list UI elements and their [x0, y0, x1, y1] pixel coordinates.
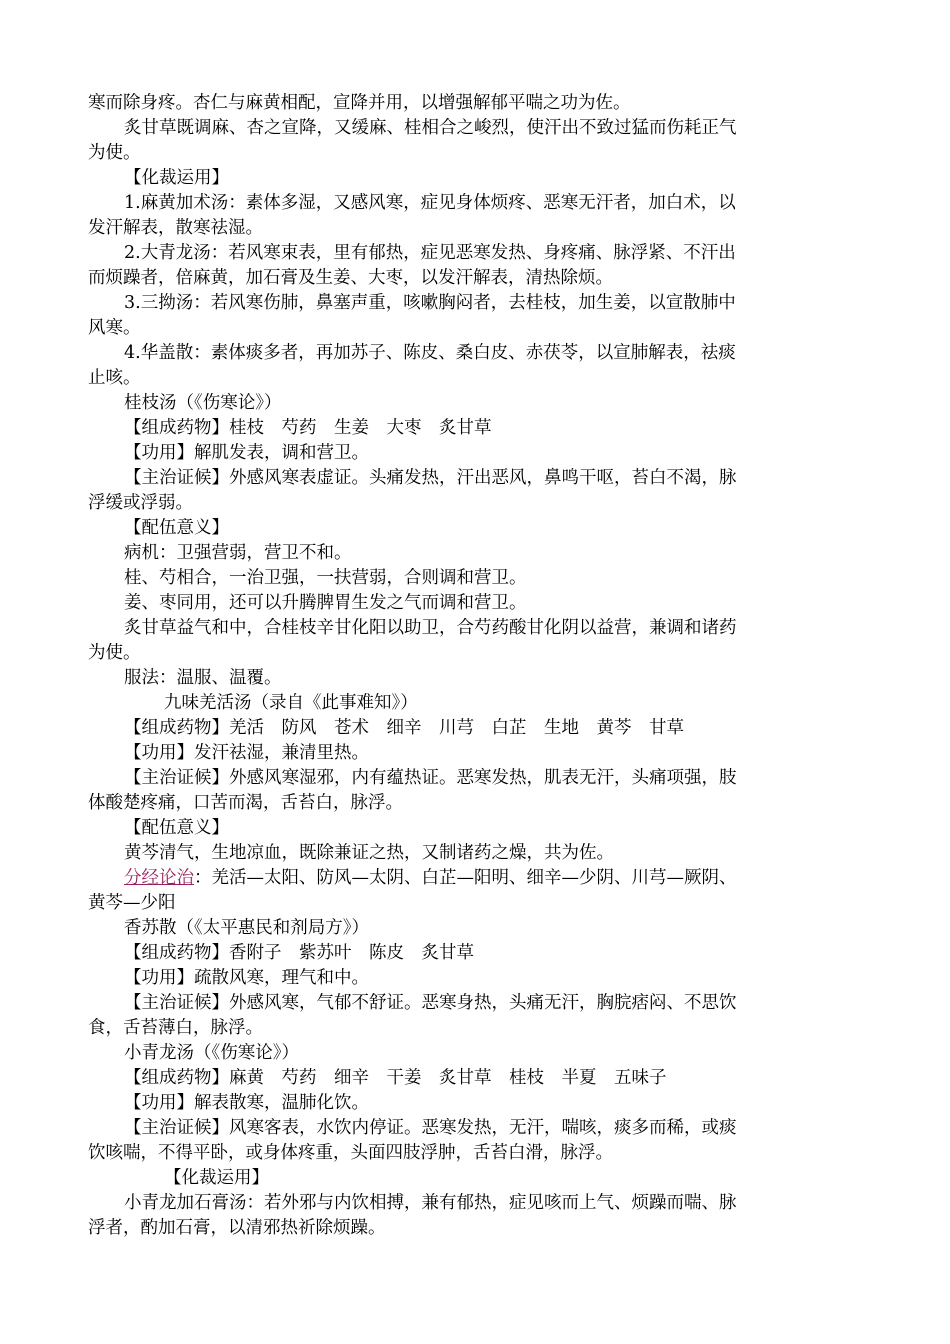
paragraph-line: 【主治证候】外感风寒，气郁不舒证。恶寒身热，头痛无汗，胸脘痞闷、不思饮 [124, 993, 737, 1013]
paragraph-line: 小青龙加石膏汤：若外邪与内饮相搏，兼有郁热，症见咳而上气、烦躁而喘、脉 [124, 1193, 737, 1213]
paragraph-line: 饮咳喘，不得平卧，或身体疼重，头面四肢浮肿，舌苔白滑，脉浮。 [88, 1143, 613, 1163]
paragraph-line: 浮者，酌加石膏，以清邪热祈除烦躁。 [88, 1218, 386, 1238]
paragraph-line: 炙甘草益气和中，合桂枝辛甘化阳以助卫，合芍药酸甘化阴以益营，兼调和诸药 [124, 618, 737, 638]
paragraph-line: 【功用】发汗祛湿，兼清里热。 [124, 743, 369, 763]
paragraph-line: 【组成药物】羌活 防风 苍术 细辛 川芎 白芷 生地 黄芩 甘草 [124, 718, 684, 738]
paragraph-line: 3.三拗汤：若风寒伤肺，鼻塞声重，咳嗽胸闷者，去桂枝，加生姜，以宣散肺中 [124, 293, 736, 313]
paragraph-line: 【主治证候】外感风寒表虚证。头痛发热，汗出恶风，鼻鸣干呕，苔白不渴，脉 [124, 468, 737, 488]
formula-title: 小青龙汤（《伤寒论》） [124, 1043, 299, 1063]
paragraph-line: 体酸楚疼痛，口苦而渴，舌苔白，脉浮。 [88, 793, 403, 813]
paragraph-line: 病机：卫强营弱，营卫不和。 [124, 543, 352, 563]
paragraph-line: 为使。 [88, 143, 141, 163]
meridian-text: ：羌活—太阳、防风—太阴、白芷—阳明、细辛—少阴、川芎—厥阴、 [194, 868, 737, 888]
paragraph-line: 【主治证候】外感风寒湿邪，内有蕴热证。恶寒发热，肌表无汗，头痛项强，肢 [124, 768, 737, 788]
paragraph-line [88, 866, 849, 891]
paragraph-line: 止咳。 [88, 368, 141, 388]
paragraph-line: 【组成药物】桂枝 芍药 生姜 大枣 炙甘草 [124, 418, 492, 438]
paragraph-line: 食，舌苔薄白，脉浮。 [88, 1018, 263, 1038]
paragraph-line: 发汗解表，散寒祛湿。 [88, 218, 263, 238]
section-heading: 【配伍意义】 [124, 818, 229, 838]
paragraph-line: 风寒。 [88, 318, 141, 338]
formula-title: 九味羌活汤（录自《此事难知》） [164, 693, 418, 713]
paragraph-line: 【组成药物】香附子 紫苏叶 陈皮 炙甘草 [124, 943, 474, 963]
paragraph-line: 服法：温服、温覆。 [124, 668, 282, 688]
meridian-link[interactable]: 分经论治 [124, 868, 194, 888]
paragraph-line: 黄芩清气，生地凉血，既除兼证之热，又制诸药之燥，共为佐。 [124, 843, 614, 863]
paragraph-line: 【功用】疏散风寒，理气和中。 [124, 968, 369, 988]
paragraph-line: 2.大青龙汤：若风寒束表，里有郁热，症见恶寒发热、身疼痛、脉浮紧、不汗出 [124, 243, 736, 263]
paragraph-line: 炙甘草既调麻、杏之宣降，又缓麻、桂相合之峻烈，使汗出不致过猛而伤耗正气 [124, 118, 737, 138]
paragraph-line: 1.麻黄加术汤：素体多湿，又感风寒，症见身体烦疼、恶寒无汗者，加白术，以 [124, 193, 736, 213]
paragraph-line: 【主治证候】风寒客表，水饮内停证。恶寒发热，无汗，喘咳，痰多而稀，或痰 [124, 1118, 737, 1138]
paragraph-line: 姜、枣同用，还可以升腾脾胃生发之气而调和营卫。 [124, 593, 527, 613]
section-heading: 【化裁运用】 [164, 1168, 269, 1188]
section-heading: 【化裁运用】 [124, 168, 229, 188]
paragraph-line: 桂、芍相合，一治卫强，一扶营弱，合则调和营卫。 [124, 568, 527, 588]
paragraph-line: 黄芩—少阳 [88, 893, 176, 913]
paragraph-line: 【功用】解肌发表，调和营卫。 [124, 443, 369, 463]
section-heading: 【配伍意义】 [124, 518, 229, 538]
formula-title: 香苏散（《太平惠民和剂局方》） [124, 918, 369, 938]
paragraph-line: 4.华盖散：素体痰多者，再加苏子、陈皮、桑白皮、赤茯苓，以宣肺解表，祛痰 [124, 343, 736, 363]
paragraph-line: 为使。 [88, 643, 141, 663]
paragraph-line: 【组成药物】麻黄 芍药 细辛 干姜 炙甘草 桂枝 半夏 五味子 [124, 1068, 667, 1088]
paragraph-line: 而烦躁者，倍麻黄，加石膏及生姜、大枣，以发汗解表，清热除烦。 [88, 268, 613, 288]
paragraph-line: 【功用】解表散寒，温肺化饮。 [124, 1093, 369, 1113]
paragraph-line: 寒而除身疼。杏仁与麻黄相配，宣降并用，以增强解郁平喘之功为佐。 [88, 93, 631, 113]
paragraph-line: 浮缓或浮弱。 [88, 493, 193, 513]
formula-title: 桂枝汤（《伤寒论》） [124, 393, 282, 413]
